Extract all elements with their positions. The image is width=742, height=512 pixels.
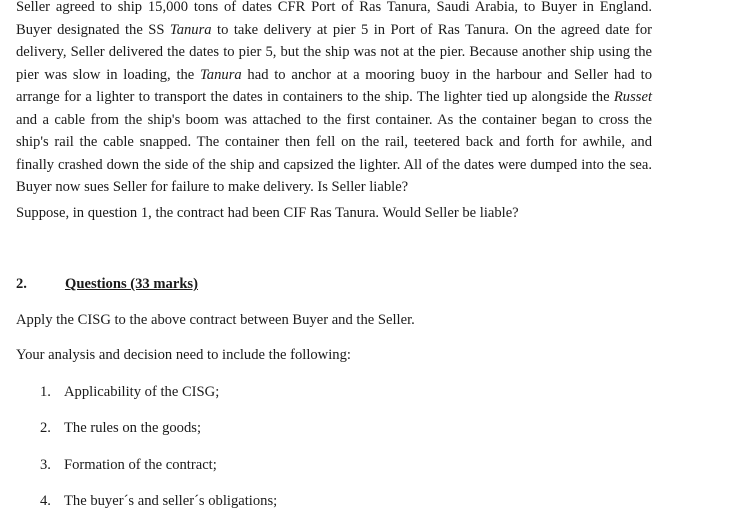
list-item — [40, 454, 217, 476]
scenario-text-3: had to anchor at a mooring buoy in the harbour and Seller had to arrange for a lighter to transport the dates in containers to the ship. The lighter tied up alongside the — [16, 66, 652, 105]
list-item — [40, 381, 219, 403]
list-item-text: The rules on the goods; — [64, 420, 201, 436]
instruction-text: Apply the CISG to the above contract between Buyer and the Seller. — [16, 312, 415, 328]
scenario-text-2: to take delivery at pier 5 in Port of Ras Tanura. On the agreed date for delivery, Seller delivered the dates to pier 5, but the ship was not at the pier. Because another ship using the pier was slow in loading, the — [16, 21, 652, 83]
list-item-number: 2. — [40, 420, 51, 436]
list-item-number: 3. — [40, 457, 51, 473]
list-item — [40, 417, 201, 439]
ship-name-2: Tanura — [200, 66, 242, 83]
section-heading — [16, 273, 198, 295]
list-item-text: Applicability of the CISG; — [64, 384, 220, 400]
scenario-paragraph — [16, 0, 652, 199]
section-title: Questions (33 marks) — [65, 276, 198, 292]
ship-name-3: Russet — [613, 89, 652, 105]
intro-text: Your analysis and decision need to include the following: — [16, 347, 351, 363]
list-item-number: 4. — [40, 493, 51, 509]
list-item-text: The buyer´s and seller´s obligations; — [64, 493, 278, 509]
section-number: 2. — [16, 276, 27, 292]
scenario-text-4: and a cable from the ship's boom was attached to the first container. As the container began to cross the ship's rail the cable snapped. The container then fell on the rail, teetered back and forth for awhile, and finally crashed down the side of the ship and capsized the lighter. All of the dates were dumped into the sea. Buyer now sues Seller for failure to make delivery. Is Seller liable? — [16, 111, 652, 195]
list-item-number: 1. — [40, 384, 51, 400]
list-item-text: Formation of the contract; — [64, 457, 217, 473]
follow-up-question: Suppose, in question 1, the contract had been CIF Ras Tanura. Would Seller be liable? — [16, 205, 519, 221]
ship-name-1: Tanura — [169, 21, 212, 38]
scenario-text-1: Seller agreed to ship 15,000 tons of dates CFR Port of Ras Tanura, Saudi Arabia, to Buyer in England. Buyer designated the SS — [16, 0, 652, 38]
